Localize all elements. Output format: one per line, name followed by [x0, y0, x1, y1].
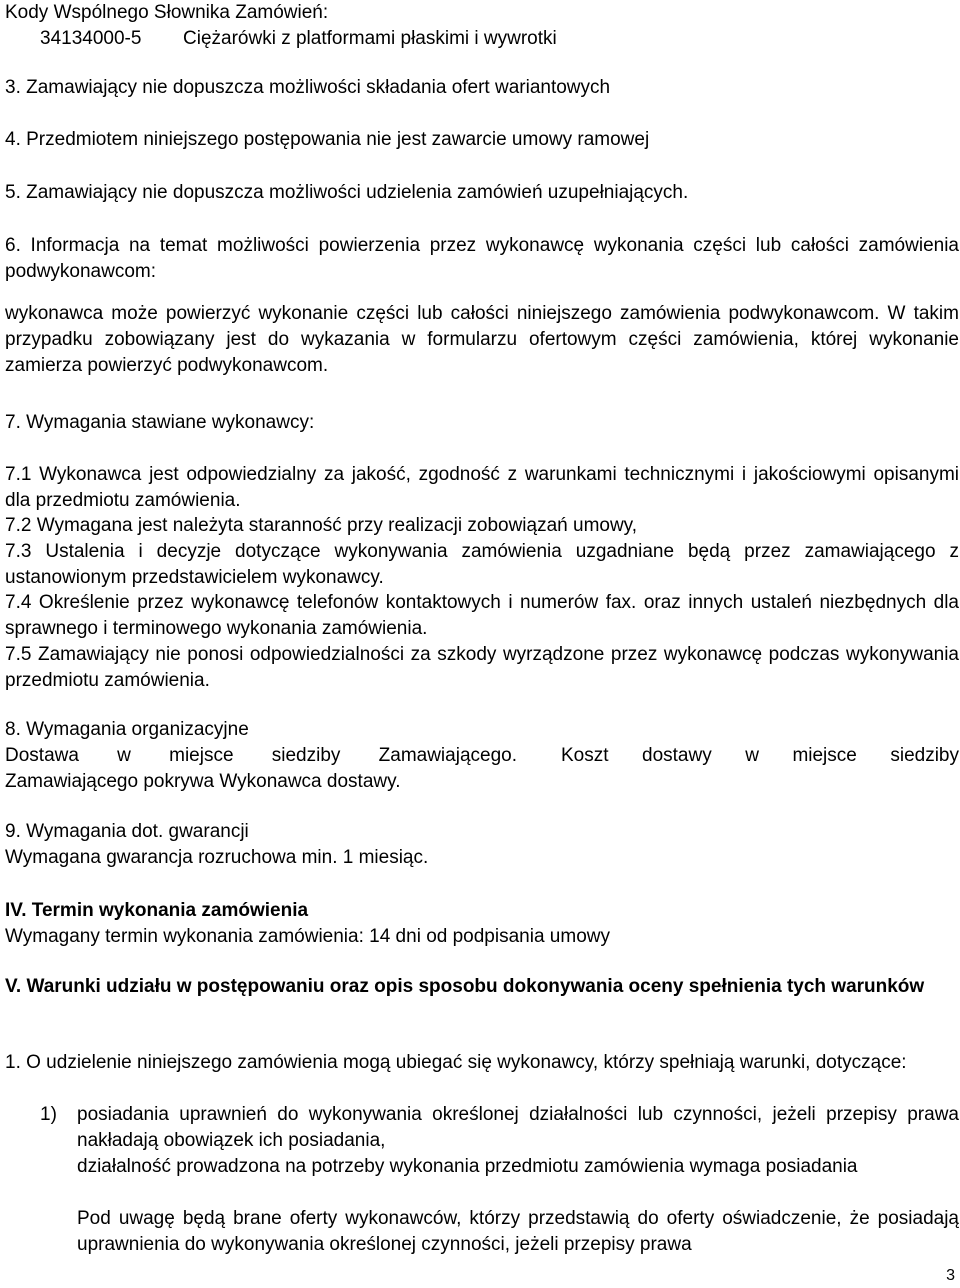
section-v-heading: V. Warunki udziału w postępowaniu oraz opis sposobu dokonywania oceny spełnienia tych warunków: [5, 976, 925, 997]
section-6-body: wykonawca może powierzyć wykonanie części lub całości niniejszego zamówienia podwykonawcom. W takim przypadku zobowiązany jest do wykazania w formularzu ofertowym części zamówienia, której wykonanie zamierza powierzyć podwykonawcom.: [5, 303, 959, 376]
section-7-item-2: 7.2 Wymagana jest należyta staranność przy realizacji zobowiązań umowy,: [5, 515, 638, 536]
section-7-item-3: 7.3 Ustalenia i decyzje dotyczące wykonywania zamówienia uzgadniane będą przez zamawiającego z ustanowionym przedstawicielem wykonawcy.: [5, 541, 959, 588]
section-iv-heading: IV. Termin wykonania zamówienia: [5, 900, 309, 921]
section-4: 4. Przedmiotem niniejszego postępowania nie jest zawarcie umowy ramowej: [5, 129, 650, 150]
section-8-cost-text: Koszt dostawy w miejsce siedziby: [561, 745, 959, 766]
section-7-heading: 7. Wymagania stawiane wykonawcy:: [5, 412, 315, 433]
list-item-number: 1): [40, 1104, 57, 1125]
list-item-text: posiadania uprawnień do wykonywania określonej działalności lub czynności, jeżeli przepisy prawa nakładają obowiązek ich posiadania,: [77, 1104, 959, 1151]
section-v-list-item-1: [5, 1102, 959, 1206]
cpv-code: 34134000-5: [40, 28, 142, 49]
cpv-heading: Kody Wspólnego Słownika Zamówień:: [5, 2, 329, 23]
section-7-item-5: 7.5 Zamawiający nie ponosi odpowiedzialności za szkody wyrządzone przez wykonawcę podczas wykonywania przedmiotu zamówienia.: [5, 644, 959, 691]
section-5: 5. Zamawiający nie dopuszcza możliwości udzielenia zamówień uzupełniających.: [5, 182, 689, 203]
section-v-paragraph-1: 1. O udzielenie niniejszego zamówienia mogą ubiegać się wykonawcy, którzy spełniają warunki, dotyczące:: [5, 1052, 907, 1073]
cpv-description: Ciężarówki z platformami płaskimi i wywrotki: [183, 28, 557, 49]
section-9-heading: 9. Wymagania dot. gwarancji: [5, 821, 249, 842]
section-7-item-1: 7.1 Wykonawca jest odpowiedzialny za jakość, zgodność z warunkami technicznymi i jakościowymi opisanymi dla przedmiotu zamówienia.: [5, 464, 959, 511]
document-page: [5, 0, 959, 1288]
note-text: Pod uwagę będą brane oferty wykonawców, którzy przedstawią do oferty oświadczenie, że posiadają uprawnienia do wykonywania określonej czynności, jeżeli przepisy prawa: [77, 1208, 959, 1255]
list-item-continuation: działalność prowadzona na potrzeby wykonania przedmiotu zamówienia wymaga posiadania: [77, 1156, 858, 1177]
section-v-note: [5, 1206, 959, 1258]
section-8-line-2: Zamawiającego pokrywa Wykonawca dostawy.: [5, 771, 401, 792]
section-3: 3. Zamawiający nie dopuszcza możliwości składania ofert wariantowych: [5, 77, 611, 98]
section-7-item-4: 7.4 Określenie przez wykonawcę telefonów kontaktowych i numerów fax. oraz innych ustaleń niezbędnych dla sprawnego i terminowego wykonania zamówienia.: [5, 592, 959, 639]
section-8-heading: 8. Wymagania organizacyjne: [5, 719, 249, 740]
section-6-heading: 6. Informacja na temat możliwości powierzenia przez wykonawcę wykonania części lub całości zamówienia podwykonawcom:: [5, 235, 959, 282]
section-iv-body: Wymagany termin wykonania zamówienia: 14 dni od podpisania umowy: [5, 926, 610, 947]
section-9-body: Wymagana gwarancja rozruchowa min. 1 miesiąc.: [5, 847, 429, 868]
section-8-delivery-text: Dostawa w miejsce siedziby Zamawiającego.: [5, 745, 517, 766]
page-number: 3: [946, 1267, 955, 1284]
